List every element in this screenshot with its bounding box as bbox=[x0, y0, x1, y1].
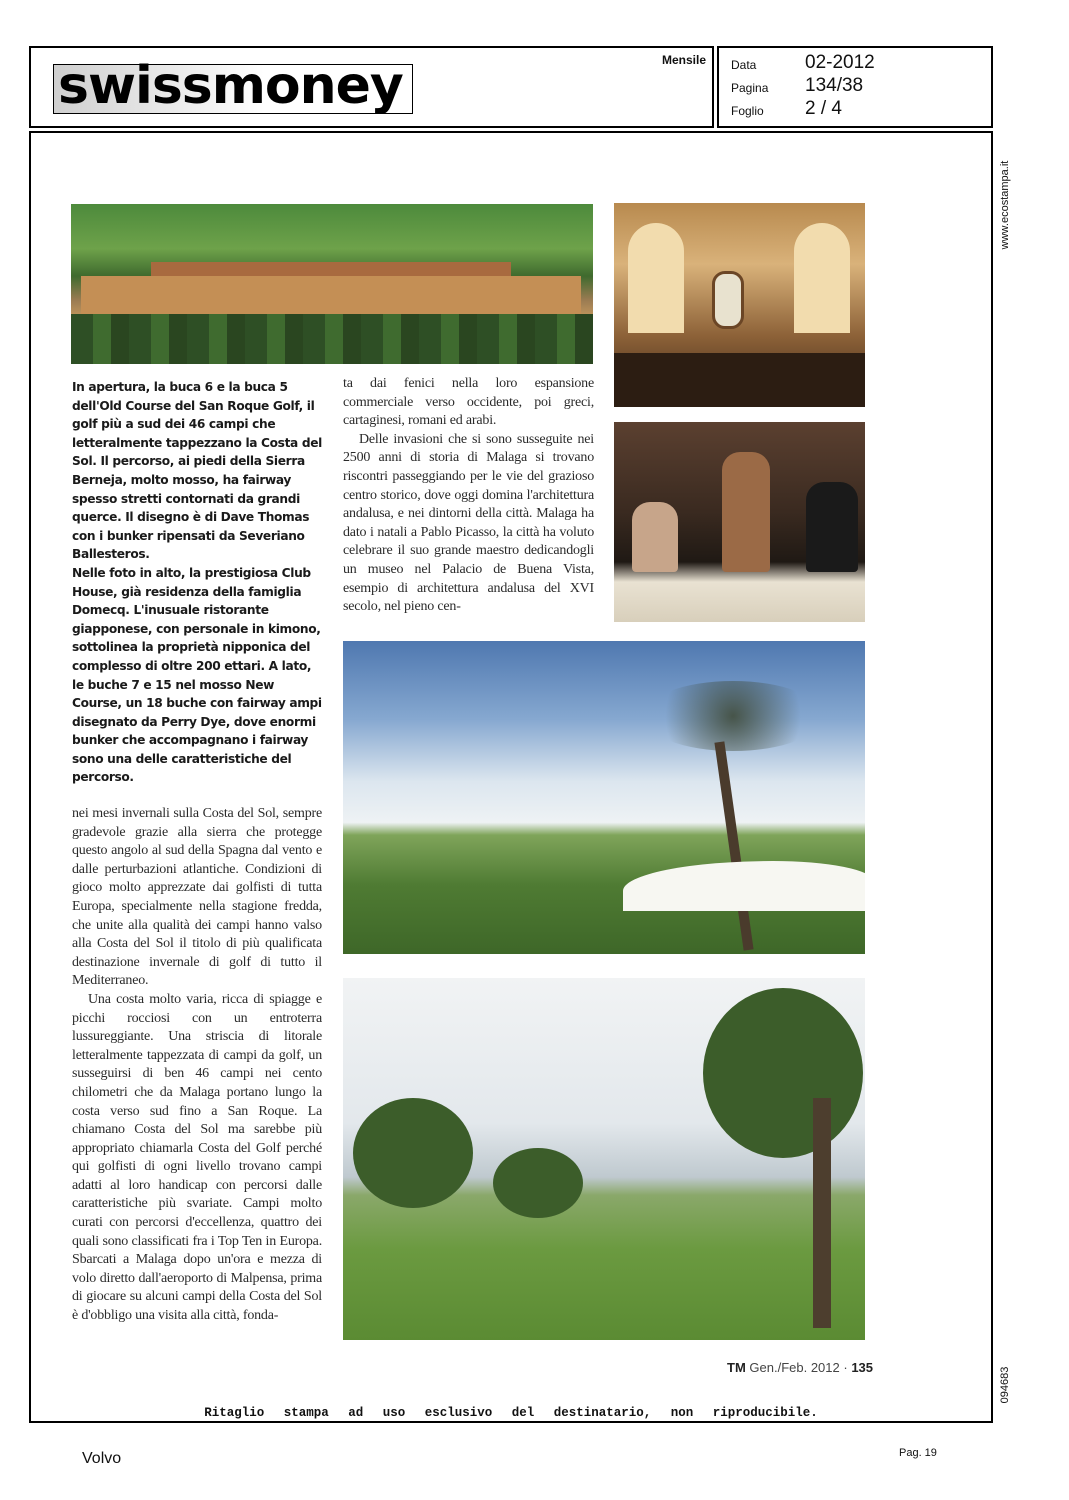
article-paragraph: ta dai fenici nella loro espansione commerciale verso occidente, poi greci, cartaginesi, romani ed arabi. bbox=[343, 376, 594, 429]
meta-data-row bbox=[731, 52, 875, 73]
arch-shape bbox=[628, 223, 684, 333]
side-url-text: www.ecostampa.it bbox=[999, 160, 1011, 250]
golf-course-fairway-photo bbox=[343, 978, 865, 1340]
publication-logo bbox=[53, 56, 413, 116]
bunker-shape bbox=[623, 861, 865, 911]
folio-magazine: TM bbox=[727, 1360, 746, 1375]
clubhouse-interior-photo bbox=[614, 203, 865, 407]
meta-foglio-row bbox=[731, 98, 842, 119]
side-code-text: 094683 bbox=[999, 1366, 1011, 1404]
meta-data-label: Data bbox=[731, 58, 757, 72]
caption-paragraph: Nelle foto in alto, la prestigiosa Club House, già residenza della famiglia Domecq. L'inusuale ristorante giapponese, con personale in kimono, sottolinea la proprietà nipponica del complesso di oltre 200 ettari. A lato, le buche 7 e 15 nel mosso New Course, un 18 buche con fairway ampi disegnato da Perry Dye, dove enormi bunker che accompagnano i fairway sono una delle caratteristiche del percorso. bbox=[72, 565, 322, 785]
copyright-note: Ritaglio stampa ad uso esclusivo del destinatario, non riproducibile. bbox=[204, 1406, 818, 1420]
page-number: Pag. 19 bbox=[899, 1447, 937, 1459]
arch-shape bbox=[794, 223, 850, 333]
meta-foglio-label: Foglio bbox=[731, 104, 764, 118]
folio-page: 135 bbox=[851, 1360, 874, 1375]
tree-shape bbox=[493, 1148, 583, 1218]
periodicity: Mensile bbox=[661, 53, 706, 67]
waitress-kimono-shape bbox=[722, 452, 770, 572]
tree-trunk-shape bbox=[714, 741, 753, 950]
tree-trunk-shape bbox=[813, 1098, 831, 1328]
meta-foglio-value: 2 / 4 bbox=[805, 98, 842, 119]
photo-caption bbox=[72, 378, 322, 787]
meta-pagina-value: 134/38 bbox=[805, 75, 864, 96]
article-column-center bbox=[343, 375, 594, 617]
masthead-box bbox=[29, 46, 714, 128]
article-paragraph: nei mesi invernali sulla Costa del Sol, sempre gradevole grazie alla sierra che protegge questo angolo al sud della Spagna dal vento e dalle perturbazioni atlantiche. Condizioni di gioco molto apprezzate dai golfisti di tutta Europa, specialmente nella stagione fredda, che unite alla qualità dei campi hanno valso alla Costa del Sol il titolo di più qualificata destinazione invernale di golf di tutto il Mediterraneo. bbox=[72, 806, 322, 989]
building-shape bbox=[81, 276, 581, 316]
oval-window-shape bbox=[712, 271, 744, 329]
trees-shape bbox=[71, 314, 593, 364]
floor-shape bbox=[614, 353, 865, 407]
diner-shape bbox=[806, 482, 858, 572]
tree-shape bbox=[353, 1098, 473, 1208]
side-code bbox=[995, 1360, 1015, 1410]
tree-canopy-shape bbox=[643, 681, 823, 751]
folio-issue: Gen./Feb. 2012 · bbox=[749, 1360, 848, 1375]
golf-course-bunker-photo bbox=[343, 641, 865, 954]
client-name: Volvo bbox=[82, 1450, 122, 1467]
meta-data-value: 02-2012 bbox=[805, 52, 875, 73]
meta-pagina-label: Pagina bbox=[731, 81, 769, 95]
article-column-left bbox=[72, 805, 322, 1326]
diner-shape bbox=[632, 502, 678, 572]
caption-paragraph: In apertura, la buca 6 e la buca 5 dell'Old Course del San Roque Golf, il golf più a sud dei 46 campi che letteralmente tappezzano la Costa del Sol. Il percorso, ai piedi della Sierra Berneja, molto mosso, ha fairway spesso stretti contornati da grandi querce. Il disegno è di Dave Thomas con i bunker ripensati da Severiano Ballesteros. bbox=[72, 380, 322, 562]
logo-text: swissmoney bbox=[58, 56, 403, 116]
tree-shape bbox=[703, 988, 863, 1158]
article-paragraph: Una costa molto varia, ricca di spiagge e picchi rocciosi con un entroterra lussureggiante. Una striscia di litorale letteralmente tappezzata di campi da golf, un susseguirsi di ben 46 campi nei cento chilometri che da Malaga portano lungo la costa verso sud fino a San Roque. La chiamano Costa del Sol ma sarebbe più appropriato chiamarla Costa del Golf perché qui golfisti di ogni livello trovano campi adatti al loro handicap con percorsi dalle caratteristiche più svariate. Campi molto curati con percorsi d'eccellenza, quattro dei quali sono classificati fra i Top Ten in Europa. Sbarcati a Malaga dopo un'ora e mezza di volo diretto dall'aeroporto di Malpensa, prima di giocare su alcuni campi della Costa del Sol è d'obbligo una visita alla città, fonda- bbox=[72, 991, 322, 1324]
japanese-restaurant-photo bbox=[614, 422, 865, 622]
page-folio bbox=[727, 1360, 873, 1375]
clipping-metadata bbox=[717, 46, 993, 128]
side-url bbox=[995, 150, 1015, 260]
article-paragraph: Delle invasioni che si sono susseguite nei 2500 anni di storia di Malaga si trovano riscontri passeggiando per le vie del grazioso centro storico, dove oggi domina l'architettura andalusa, e nei dintorni della città. Malaga ha dato i natali a Pablo Picasso, la città ha voluto celebrare il suo grande maestro dedicandogli un museo nel Palacio de Buena Vista, esempio di architettura andalusa del XVI secolo, nel pieno cen- bbox=[343, 431, 594, 615]
meta-pagina-row bbox=[731, 75, 864, 96]
clubhouse-aerial-photo bbox=[71, 204, 593, 364]
